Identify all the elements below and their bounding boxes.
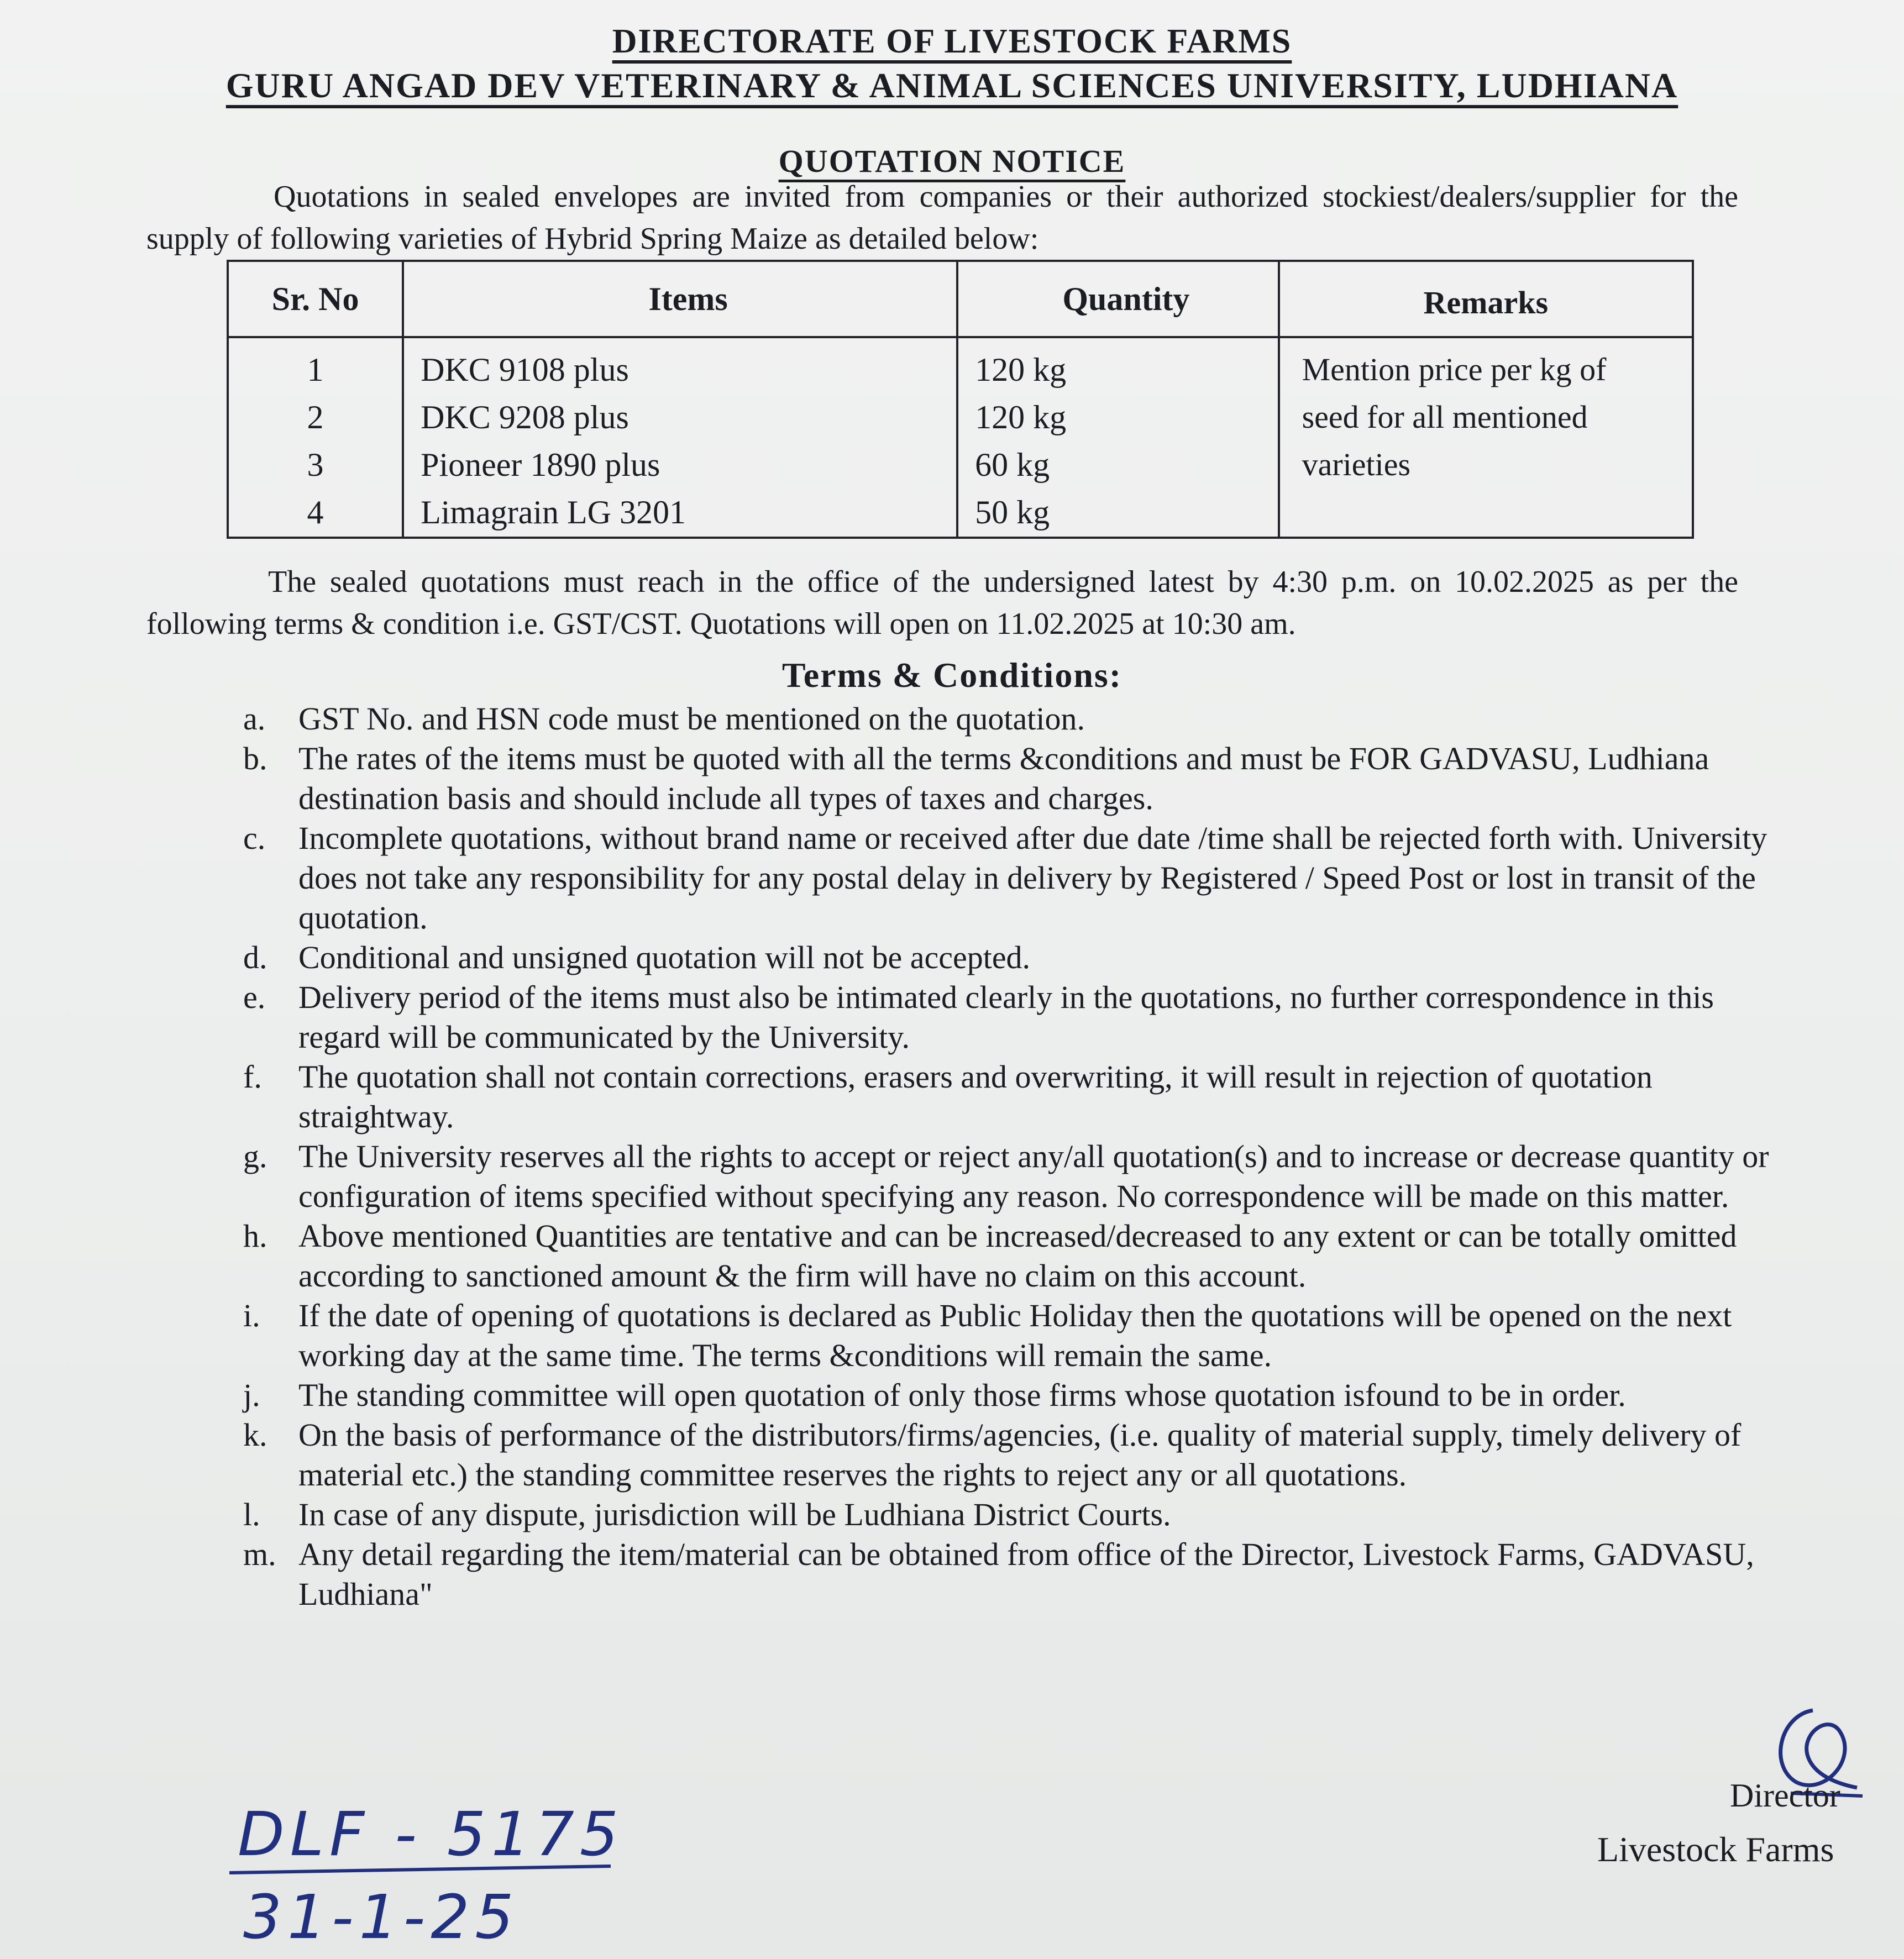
list-item: h. Above mentioned Quantities are tentative and can be increased/decreased to any extent or can be totally omitted according to sanctioned amount & the firm will have no claim on this account. [243, 1218, 1737, 1294]
sr-no-1: 1 [307, 351, 324, 388]
handwritten-date: 31-1-25 [243, 1882, 520, 1952]
terms-title: Terms & Conditions: [781, 655, 1123, 695]
header-sr-no: Sr. No [228, 261, 403, 337]
list-item: a. GST No. and HSN code must be mentioned on the quotation. [243, 701, 1085, 737]
list-item: m. Any detail regarding the item/material can be obtained from office of the Director, Livestock Farms, GADVASU, Ludhiana" [243, 1536, 1754, 1612]
list-item: e. Delivery period of the items must also be intimated clearly in the quotations, no further correspondence in this regard will be communicated by the University. [243, 979, 1714, 1055]
list-item: i. If the date of opening of quotations is declared as Public Holiday then the quotations will be opened on the next working day at the same time. The terms &conditions will remain the same. [243, 1298, 1732, 1373]
signatory-title: Director [1730, 1777, 1840, 1814]
list-item: g. The University reserves all the rights to accept or reject any/all quotation(s) and to increase or decrease quantity or configuration of items specified without specifying any reason. No correspondence will be made on this matter. [243, 1138, 1769, 1214]
deadline-paragraph: The sealed quotations must reach in the office of the undersigned latest by 4:30 p.m. on 10.02.2025 as per the following terms & condition i.e. GST/CST. Quotations will open on 11.02.2025 at 10:30 am. [146, 565, 1738, 641]
directorate-heading: DIRECTORATE OF LIVESTOCK FARMS [612, 23, 1292, 60]
items-column [403, 337, 957, 538]
qty-4: 50 kg [975, 494, 1050, 531]
list-item: c. Incomplete quotations, without brand name or received after due date /time shall be rejected forth with. University does not take any responsibility for any postal delay in delivery by Registered / Speed Post or lost in transit of the quotation. [243, 820, 1767, 936]
items-table [227, 260, 1694, 539]
qty-2: 120 kg [975, 399, 1067, 435]
table-row [228, 337, 1693, 538]
notice-title: QUOTATION NOTICE [778, 143, 1126, 179]
sr-no-3: 3 [307, 447, 324, 483]
university-heading: GURU ANGAD DEV VETERINARY & ANIMAL SCIENCES UNIVERSITY, LUDHIANA [225, 66, 1679, 105]
item-1: DKC 9108 plus [421, 351, 629, 388]
list-item: l. In case of any dispute, jurisdiction will be Ludhiana District Courts. [243, 1496, 1171, 1532]
list-item: d. Conditional and unsigned quotation will not be accepted. [243, 939, 1031, 975]
list-item: b. The rates of the items must be quoted with all the terms &conditions and must be FOR GADVASU, Ludhiana destination basis and should include all types of taxes and charges. [243, 740, 1709, 816]
header-remarks: Remarks [1279, 261, 1693, 337]
sr-no-4: 4 [307, 494, 324, 531]
list-item: f. The quotation shall not contain corrections, erasers and overwriting, it will result in rejection of quotation straightway. [243, 1059, 1653, 1135]
signatory-office: Livestock Farms [1597, 1830, 1834, 1869]
qty-3: 60 kg [975, 447, 1050, 483]
item-4: Limagrain LG 3201 [421, 494, 686, 531]
list-item: j. The standing committee will open quotation of only those firms whose quotation isfound to be in order. [243, 1377, 1626, 1413]
sr-column [228, 337, 403, 538]
list-item: k. On the basis of performance of the distributors/firms/agencies, (i.e. quality of material supply, timely delivery of material etc.) the standing committee reserves the rights to reject any or all quotations. [243, 1417, 1742, 1493]
handwritten-reference: DLF - 5175 [238, 1799, 624, 1869]
header-items: Items [403, 261, 957, 337]
qty-1: 120 kg [975, 351, 1067, 388]
sr-no-2: 2 [307, 399, 324, 435]
item-3: Pioneer 1890 plus [421, 447, 660, 483]
quantity-column [957, 337, 1278, 538]
item-2: DKC 9208 plus [421, 399, 629, 435]
intro-paragraph: Quotations in sealed envelopes are invited from companies or their authorized stockiest/dealers/supplier for the supply of following varieties of Hybrid Spring Maize as detailed below: [146, 180, 1738, 256]
table-header-row [228, 261, 1693, 337]
remarks-cell: Mention price per kg of seed for all mentioned varieties [1279, 337, 1693, 538]
terms-list [243, 699, 1791, 1614]
header-quantity: Quantity [957, 261, 1278, 337]
